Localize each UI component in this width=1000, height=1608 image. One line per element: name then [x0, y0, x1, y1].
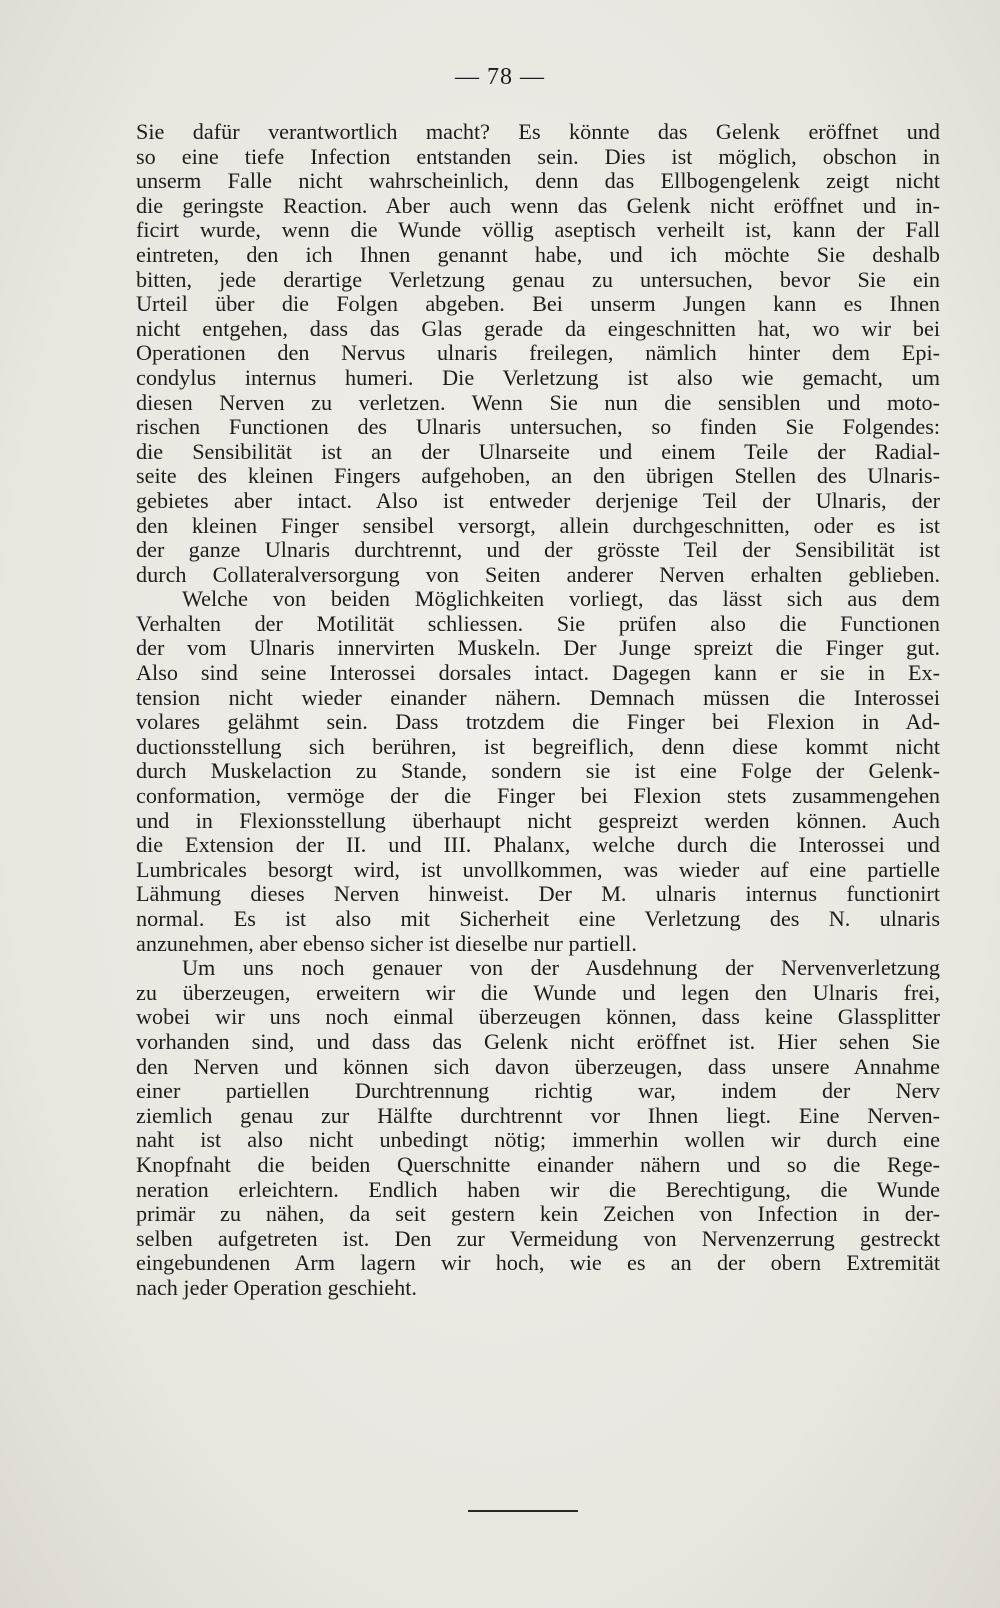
- text-line: unserm Falle nicht wahrscheinlich, denn das Ellbogengelenk zeigt nicht: [136, 168, 940, 194]
- text-line: ductionsstellung sich berühren, ist begreiflich, denn diese kommt nicht: [136, 733, 940, 759]
- text-line: conformation, vermöge der die Finger bei Flexion stets zusammengehen: [136, 783, 940, 809]
- text-line: neration erleichtern. Endlich haben wir die Berechtigung, die Wunde: [136, 1176, 940, 1202]
- text-line: vorhanden sind, und dass das Gelenk nicht eröffnet ist. Hier sehen Sie: [136, 1028, 940, 1054]
- text-line: naht ist also nicht unbedingt nötig; immerhin wollen wir durch eine: [136, 1127, 940, 1153]
- text-line: die geringste Reaction. Aber auch wenn das Gelenk nicht eröffnet und in-: [136, 192, 940, 218]
- text-line: gebietes aber intact. Also ist entweder derjenige Teil der Ulnaris, der: [136, 487, 940, 513]
- text-line: durch Muskelaction zu Stande, sondern sie ist eine Folge der Gelenk-: [136, 758, 940, 784]
- text-line: Lumbricales besorgt wird, ist unvollkommen, was wieder auf eine partielle: [136, 856, 940, 882]
- text-line: die Sensibilität ist an der Ulnarseite und einem Teile der Radial-: [136, 438, 940, 464]
- text-line: primär zu nähen, da seit gestern kein Zeichen von Infection in der-: [136, 1201, 940, 1227]
- text-line: und in Flexionsstellung überhaupt nicht gespreizt werden können. Auch: [136, 807, 940, 833]
- end-rule: [468, 1510, 578, 1512]
- text-line: eingebundenen Arm lagern wir hoch, wie es an der obern Extremität: [136, 1250, 940, 1276]
- text-line: den kleinen Finger sensibel versorgt, allein durchgeschnitten, oder es ist: [136, 512, 940, 538]
- text-line: Verhalten der Motilität schliessen. Sie prüfen also die Functionen: [136, 610, 940, 636]
- text-line: normal. Es ist also mit Sicherheit eine Verletzung des N. ulnaris: [136, 906, 940, 931]
- text-line: nach jeder Operation geschieht.: [136, 1274, 417, 1300]
- text-line: so eine tiefe Infection entstanden sein. Dies ist möglich, obschon in: [136, 143, 940, 169]
- text-line: Um uns noch genauer von der Ausdehnung der Nervenverletzung: [182, 955, 940, 981]
- text-line: bitten, jede derartige Verletzung genau zu untersuchen, bevor Sie ein: [136, 266, 940, 292]
- text-line: rischen Functionen des Ulnaris untersuchen, so finden Sie Folgendes:: [136, 414, 940, 440]
- text-line: diesen Nerven zu verletzen. Wenn Sie nun die sensiblen und moto-: [136, 389, 940, 415]
- text-line: eintreten, den ich Ihnen genannt habe, und ich möchte Sie deshalb: [136, 241, 940, 267]
- text-line: der ganze Ulnaris durchtrennt, und der grösste Teil der Sensibilität ist: [136, 537, 940, 563]
- text-line: zu überzeugen, erweitern wir die Wunde und legen den Ulnaris frei,: [136, 979, 940, 1005]
- text-line: ziemlich genau zur Hälfte durchtrennt vor Ihnen liegt. Eine Nerven-: [136, 1102, 940, 1128]
- text-line: ficirt wurde, wenn die Wunde völlig aseptisch verheilt ist, kann der Fall: [136, 217, 940, 243]
- text-line: Knopfnaht die beiden Querschnitte einander nähern und so die Rege-: [136, 1151, 940, 1177]
- text-line: volares gelähmt sein. Dass trotzdem die Finger bei Flexion in Ad-: [136, 709, 940, 735]
- text-line: seite des kleinen Fingers aufgehoben, an den übrigen Stellen des Ulnaris-: [136, 463, 940, 489]
- text-line: Also sind seine Interossei dorsales intact. Dagegen kann er sie in Ex-: [136, 660, 940, 686]
- text-line: die Extension der II. und III. Phalanx, welche durch die Interossei und: [136, 832, 940, 858]
- text-line: wobei wir uns noch einmal überzeugen können, dass keine Glassplitter: [136, 1004, 940, 1030]
- page-number: — 78 —: [455, 64, 545, 90]
- text-line: den Nerven und können sich davon überzeugen, dass unsere Annahme: [136, 1053, 940, 1079]
- text-line: Welche von beiden Möglichkeiten vorliegt, das lässt sich aus dem: [182, 586, 940, 612]
- text-line: Operationen den Nervus ulnaris freilegen, nämlich hinter dem Epi-: [136, 340, 940, 366]
- text-line: Urteil über die Folgen abgeben. Bei unserm Jungen kann es Ihnen: [136, 291, 940, 317]
- text-line: selben aufgetreten ist. Den zur Vermeidung von Nervenzerrung gestreckt: [136, 1225, 940, 1251]
- text-line: tension nicht wieder einander nähern. Demnach müssen die Interossei: [136, 684, 940, 710]
- text-line: nicht entgehen, dass das Glas gerade da eingeschnitten hat, wo wir bei: [136, 315, 940, 341]
- text-line: durch Collateralversorgung von Seiten anderer Nerven erhalten geblieben.: [136, 561, 940, 587]
- text-line: der vom Ulnaris innervirten Muskeln. Der Junge spreizt die Finger gut.: [136, 635, 940, 661]
- body-text: [136, 120, 940, 1301]
- text-line: einer partiellen Durchtrennung richtig war, indem der Nerv: [136, 1078, 940, 1104]
- text-line: anzunehmen, aber ebenso sicher ist dieselbe nur partiell.: [136, 930, 637, 956]
- text-line: condylus internus humeri. Die Verletzung ist also wie gemacht, um: [136, 364, 940, 390]
- text-line: Lähmung dieses Nerven hinweist. Der M. ulnaris internus functionirt: [136, 881, 940, 907]
- text-line: Sie dafür verantwortlich macht? Es könnte das Gelenk eröffnet und: [136, 119, 940, 144]
